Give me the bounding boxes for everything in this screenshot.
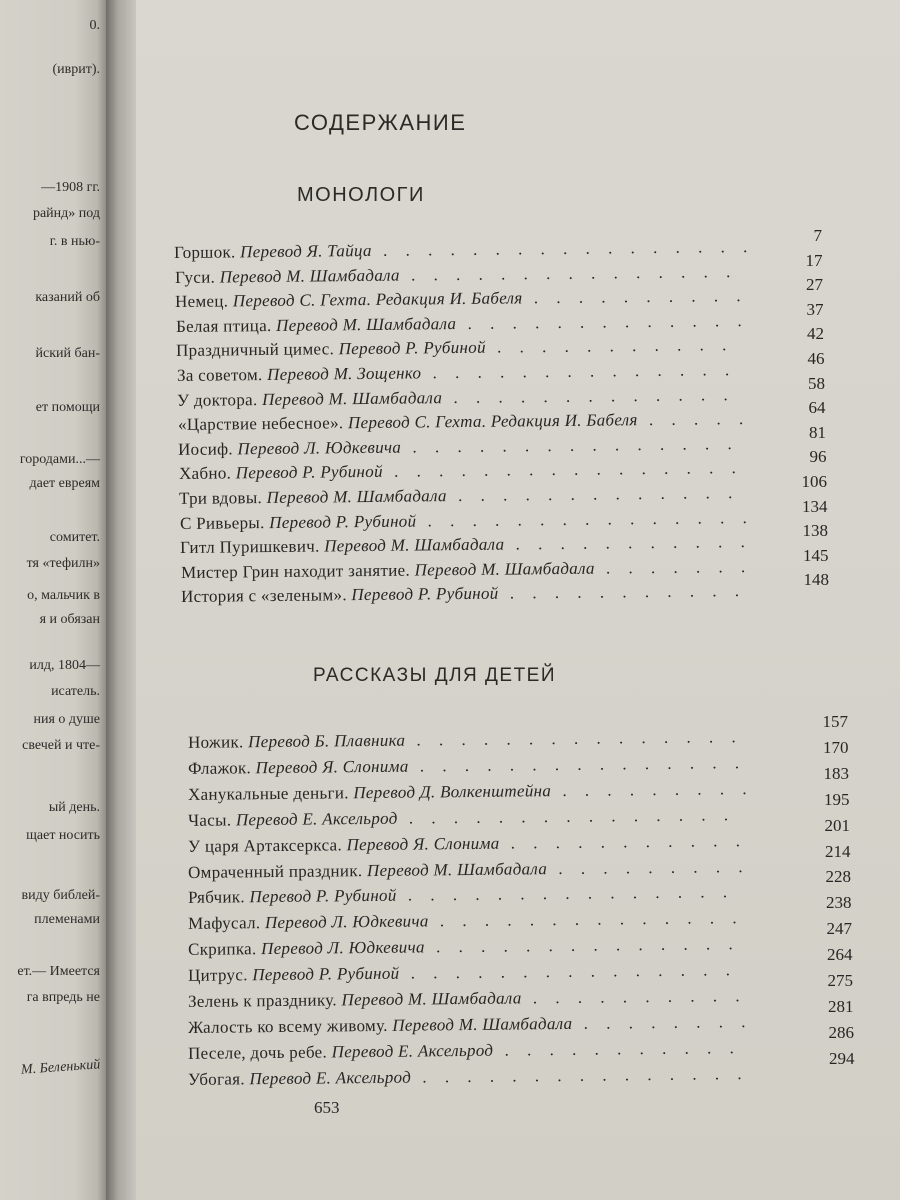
toc-entry-translator: Перевод Я. Тайца [240, 240, 372, 262]
toc-entry-title: Немец. [174, 291, 229, 312]
left-page-text-line: илд, 1804— [29, 658, 100, 673]
toc-entry [179, 508, 753, 534]
toc-entry-translator: Перевод Л. Юдкевича [264, 911, 429, 933]
toc-entry-title: «Царствие небесное». [177, 413, 344, 435]
toc-entry-title: Цитрус. [187, 965, 248, 985]
left-page-text-line: виду библей- [21, 888, 100, 903]
toc-entry-translator: Перевод М. Шамбадала [219, 265, 400, 287]
toc-entry-page: 247 [826, 919, 852, 939]
toc-entry [188, 831, 747, 857]
toc-entry-page: 46 [807, 349, 825, 368]
toc-entry [188, 986, 747, 1012]
toc-leader-dots: . . . . . . . . . . . . . [442, 384, 735, 407]
toc-entry [179, 483, 739, 509]
toc-entry-title: Ножик. [187, 732, 244, 752]
toc-leader-dots: . . . . . . . . . . . [485, 335, 734, 358]
toc-leader-dots: . . . . . . . . . . . . . [446, 483, 740, 506]
toc-entry-translator: Перевод М. Шамбадала [324, 534, 505, 556]
toc-leader-dots: . . . . . . . . . . . . . . . [415, 507, 754, 531]
toc-entry-page: 106 [801, 472, 827, 491]
left-page-text-line: —1908 гг. [41, 180, 100, 195]
toc-entry-translator: Перевод М. Шамбадала [366, 858, 548, 880]
toc-entry-title: Жалость ко всему живому. [187, 1015, 388, 1037]
toc-entry [180, 532, 752, 558]
toc-entry-title: Скрипка. [187, 939, 257, 960]
toc-entry-translator: Перевод М. Шамбадала [275, 313, 456, 335]
toc-entry-translator: Перевод Р. Рубиной [268, 511, 416, 532]
toc-entry-translator: Перевод С. Гехта. Редакция И. Бабеля [232, 288, 523, 311]
toc-entry-page: 195 [824, 789, 850, 809]
toc-entry-translator: Перевод Е. Аксельрод [249, 1067, 412, 1088]
toc-entry [180, 557, 751, 583]
toc-leader-dots: . . . . . . . . . . . . . . . [397, 804, 736, 828]
toc-entry-title: Ханукальные деньги. [187, 783, 349, 804]
toc-entry-page: 27 [806, 275, 823, 295]
left-page-text-line: казаний об [35, 290, 100, 305]
left-page-text-line: сомитет. [49, 530, 100, 545]
toc-entry-title: За советом. [176, 365, 263, 385]
toc-entry [181, 581, 746, 607]
toc-entry-translator: Перевод Е. Аксельрод [331, 1040, 494, 1062]
toc-entry-translator: Перевод Р. Рубиной [249, 886, 397, 907]
toc-entry [175, 286, 748, 312]
toc-entry-page: 281 [828, 996, 854, 1016]
left-page-text-line: о, мальчик в [27, 588, 100, 603]
left-page-text-line: я и обязан [39, 612, 100, 627]
toc-entry-page: 264 [827, 945, 853, 965]
toc-leader-dots: . . . . . . . . . . . . . . [424, 934, 740, 957]
left-page-text-line: ет.— Имеется [17, 964, 100, 979]
toc-entry-translator: Перевод Р. Рубиной [338, 338, 486, 359]
toc-entry-page: 275 [827, 971, 853, 990]
toc-entry-page: 42 [807, 324, 824, 344]
toc-entry [188, 753, 746, 779]
section-heading-children-stories: РАССКАЗЫ ДЛЯ ДЕТЕЙ [313, 665, 557, 686]
toc-leader-dots: . . . . . . . . . . . [504, 532, 752, 554]
toc-entry-translator: Перевод Р. Рубиной [252, 963, 400, 985]
toc-entry-title: Рябчик. [187, 887, 245, 908]
toc-leader-dots: . . . . . . . . . . . . . . [420, 360, 736, 383]
toc-entry-title: У царя Артаксеркса. [187, 834, 343, 856]
toc-entry [188, 883, 734, 909]
toc-entry-translator: Перевод М. Шамбадала [341, 988, 522, 1010]
toc-leader-dots: . . . . . . . [594, 556, 752, 578]
toc-entry [188, 1064, 749, 1090]
toc-entry-page: 96 [809, 447, 827, 467]
toc-entry [178, 434, 739, 460]
toc-entry-translator: Перевод Е. Аксельрод [235, 808, 398, 830]
toc-leader-dots: . . . . . . . . . [551, 778, 754, 800]
toc-leader-dots: . . . . . . . . . . . . . . . [399, 261, 737, 285]
toc-entry-title: Гуси. [174, 267, 215, 287]
toc-entry-page: 148 [803, 570, 829, 590]
toc-entry [188, 857, 750, 883]
left-page-text-line: ния о душе [33, 712, 100, 727]
left-page-text-line: га впредь не [26, 990, 100, 1005]
toc-title: СОДЕРЖАНИЕ [294, 110, 467, 135]
toc-entry [177, 385, 735, 411]
toc-entry-page: 286 [828, 1022, 854, 1042]
toc-entry-title: Омраченный праздник. [187, 860, 363, 882]
toc-leader-dots: . . . . . . . . . . . . . . . [408, 752, 747, 776]
toc-entry-page: 157 [822, 712, 848, 731]
toc-entry-title: Иосиф. [177, 439, 234, 459]
toc-entry-page: 183 [823, 763, 849, 783]
left-page-text-line: щает носить [26, 828, 100, 843]
toc-entry [174, 262, 736, 288]
toc-leader-dots: . . . . . . . . . . [522, 286, 748, 308]
toc-leader-dots: . . . . . . . . . . . . . . . . . [371, 236, 755, 260]
left-page-text-line: г. в нью- [49, 234, 100, 249]
left-page-text-line: дает евреям [29, 476, 100, 491]
toc-entry [188, 779, 754, 805]
toc-leader-dots: . . . . . . . . . . . . . . . . [382, 458, 743, 482]
toc-entry-title: Часы. [187, 810, 232, 830]
toc-entry-title: Убогая. [187, 1069, 245, 1089]
toc-entry-page: 145 [803, 545, 829, 565]
left-page-text-line: райнд» под [32, 206, 100, 221]
left-page-text-line: ет помощи [35, 400, 100, 415]
toc-entry-translator: Перевод С. Гехта. Редакция И. Бабеля [347, 410, 638, 433]
left-page-text-line: ый день. [48, 800, 100, 815]
toc-entry-title: Мистер Грин находит занятие. [180, 560, 410, 582]
book-gutter [106, 0, 136, 1200]
left-page-text-line: йский бан- [35, 346, 100, 361]
left-page-text-line: исатель. [51, 684, 100, 699]
toc-entry [188, 1012, 753, 1038]
toc-entry-translator: Перевод М. Шамбадала [261, 387, 443, 409]
toc-entry [188, 908, 744, 934]
toc-entry [175, 311, 748, 337]
toc-entry-page: 214 [825, 841, 851, 861]
toc-entry [176, 335, 734, 361]
section-heading-monologues: МОНОЛОГИ [297, 184, 425, 206]
contents-page [136, 0, 900, 1200]
toc-leader-dots: . . . . . [637, 409, 750, 430]
toc-leader-dots: . . . . . . . . . [547, 856, 750, 878]
toc-entry-page: 37 [806, 299, 824, 319]
toc-leader-dots: . . . . . . . . . . . . . [455, 310, 749, 333]
toc-leader-dots: . . . . . . . . . . . . . . . [401, 433, 739, 457]
left-page-text-line: тя «тефилн» [26, 556, 100, 571]
toc-leader-dots: . . . . . . . . [572, 1011, 753, 1033]
toc-entry-translator: Перевод Я. Слонима [346, 833, 500, 854]
toc-entry-page: 228 [825, 867, 851, 887]
toc-entry [188, 1038, 741, 1064]
toc-leader-dots: . . . . . . . . . . . . . . . [410, 1063, 749, 1087]
toc-leader-dots: . . . . . . . . . . . [499, 830, 748, 853]
toc-entry-translator: Перевод Р. Рубиной [351, 584, 499, 605]
toc-entry-translator: Перевод Д. Волкенштейна [353, 780, 552, 803]
toc-entry-title: Праздничный цимес. [175, 339, 335, 361]
toc-entry [188, 934, 740, 960]
toc-entry-title: Флажок. [187, 758, 252, 778]
left-page-text-line: М. Беленький [20, 1057, 101, 1078]
toc-entry-title: История с «зеленым». [180, 585, 347, 607]
toc-entry-title: Хабно. [178, 463, 231, 484]
toc-entry-page: 238 [826, 893, 852, 913]
toc-entry [176, 360, 735, 386]
toc-entry-title: У доктора. [176, 389, 258, 410]
toc-entry-title: Мафусал. [187, 913, 261, 934]
page-number: 653 [314, 1098, 340, 1117]
toc-entry-page: 294 [829, 1048, 855, 1068]
toc-entry-page: 17 [805, 250, 823, 270]
toc-entry-page: 7 [813, 226, 822, 245]
toc-entry-page: 58 [808, 373, 825, 393]
toc-entry-title: Три вдовы. [178, 488, 263, 508]
toc-entry-title: Горшок. [173, 242, 236, 263]
toc-entry-title: Гитл Пуришкевич. [179, 536, 320, 558]
toc-entry-translator: Перевод Л. Юдкевича [237, 437, 402, 459]
toc-entry [178, 458, 742, 484]
toc-entry-title: Белая птица. [175, 315, 272, 336]
toc-entry-translator: Перевод М. Шамбадала [413, 558, 595, 580]
toc-entry-translator: Перевод М. Шамбадала [392, 1013, 573, 1035]
toc-entry-title: Зелень к празднику. [187, 990, 337, 1011]
toc-leader-dots: . . . . . . . . . . [521, 986, 747, 1008]
left-page-text-line: 0. [89, 18, 100, 33]
left-page-text-line: свечей и чте- [22, 738, 100, 753]
toc-leader-dots: . . . . . . . . . . . . . . . [396, 882, 735, 906]
left-page-text-line: (иврит). [52, 62, 100, 77]
toc-entry-page: 64 [808, 398, 826, 418]
toc-entry-page: 138 [802, 521, 828, 541]
toc-leader-dots: . . . . . . . . . . . [498, 581, 747, 604]
toc-entry-page: 134 [802, 496, 828, 516]
toc-entry-title: Песеле, дочь ребе. [187, 1042, 328, 1063]
toc-entry-translator: Перевод М. Шамбадала [266, 486, 447, 508]
toc-entry-title: С Ривьеры. [179, 512, 265, 533]
toc-leader-dots: . . . . . . . . . . . . . . [428, 908, 744, 931]
left-page [0, 0, 106, 1200]
toc-entry-translator: Перевод Л. Юдкевича [260, 937, 425, 959]
toc-entry-translator: Перевод Р. Рубиной [235, 462, 383, 483]
toc-entry-translator: Перевод Я. Слонима [255, 756, 409, 778]
toc-leader-dots: . . . . . . . . . . . [493, 1037, 741, 1060]
toc-entry-translator: Перевод М. Зощенко [266, 363, 421, 384]
toc-entry [188, 805, 735, 831]
toc-entry-translator: Перевод Б. Плавника [247, 730, 406, 752]
toc-entry-page: 170 [823, 737, 849, 757]
left-page-text-line: городами...— [19, 452, 100, 467]
left-page-text-line: племенами [34, 912, 100, 927]
toc-leader-dots: . . . . . . . . . . . . . . . [405, 727, 743, 750]
toc-entry-page: 201 [824, 815, 850, 835]
toc-entry [188, 960, 737, 986]
toc-leader-dots: . . . . . . . . . . . . . . . [399, 960, 737, 983]
toc-entry [177, 409, 749, 435]
toc-entry-page: 81 [809, 422, 826, 442]
toc-entry [188, 727, 743, 753]
toc-entry [174, 237, 754, 263]
